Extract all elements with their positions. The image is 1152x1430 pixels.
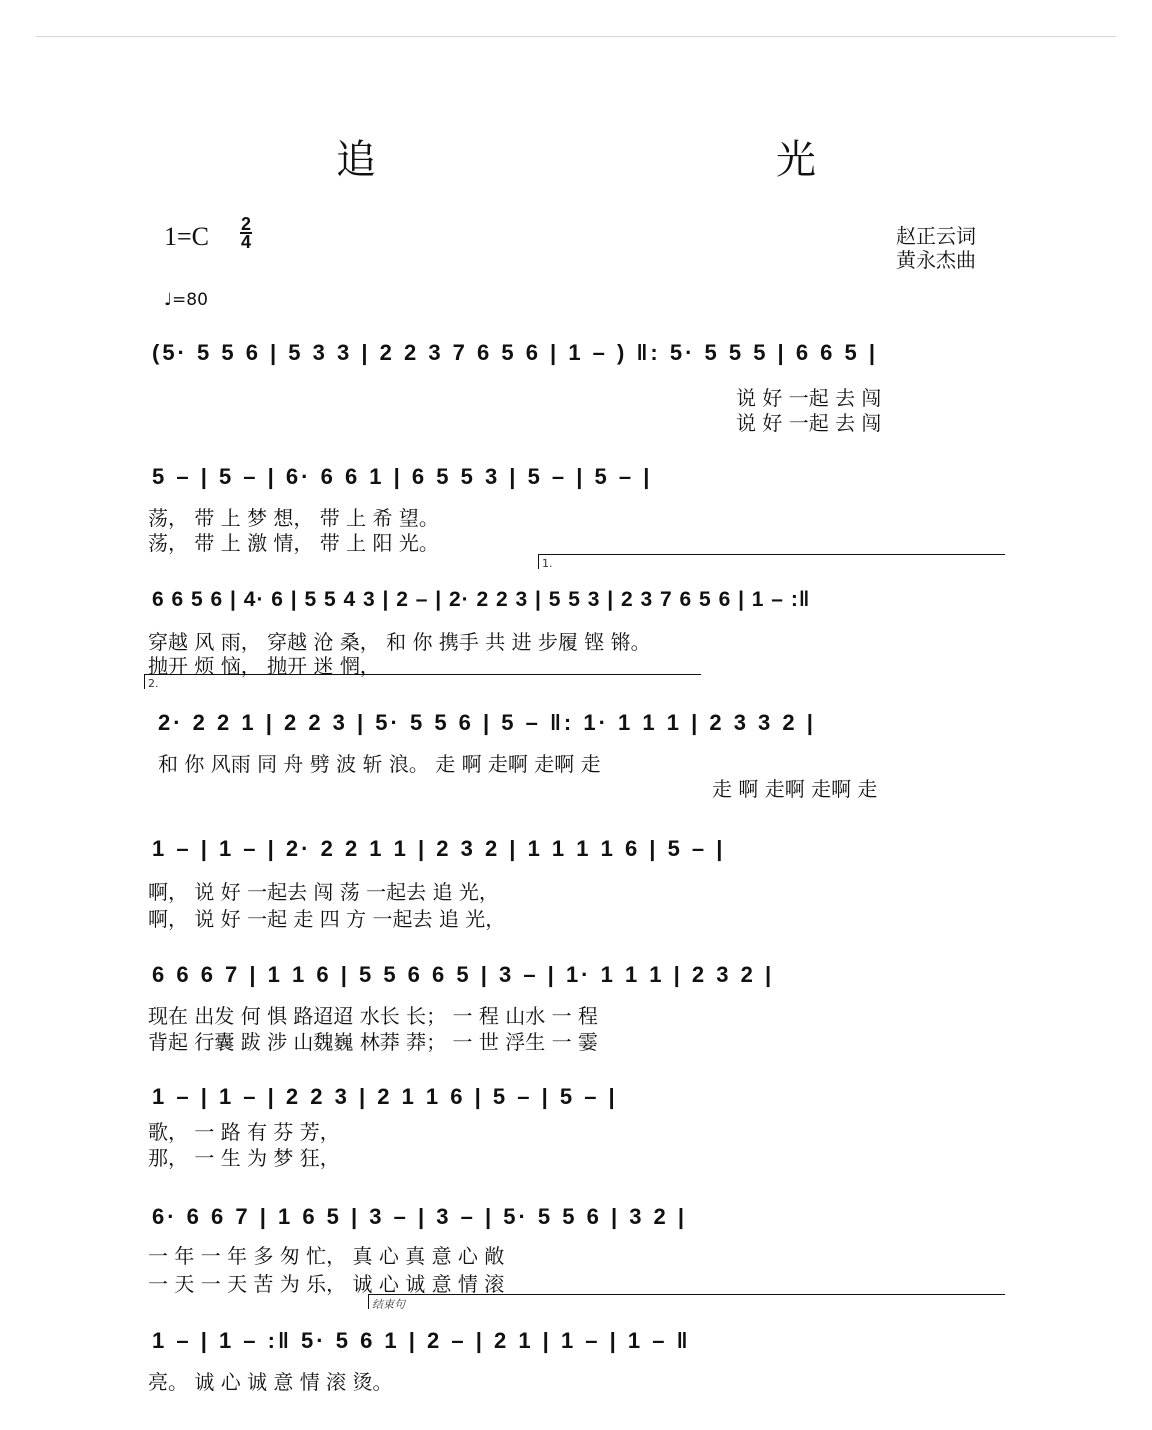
notes-line: 5 – | 5 – | 6· 6 6 1 | 6 5 5 3 | 5 – | 5 – | (152, 464, 653, 489)
ending-label: 结束句 (372, 1298, 405, 1311)
song-title: 追 光 (336, 137, 996, 183)
notes-line: 1 – | 1 – | 2 2 3 | 2 1 1 6 | 5 – | 5 – | (152, 1084, 618, 1109)
credits (896, 224, 976, 272)
notes-line: 6· 6 6 7 | 1 6 5 | 3 – | 3 – | 5· 5 5 6 | 3 2 | (152, 1204, 688, 1229)
lyricist: 赵正云词 (896, 224, 976, 248)
tempo-marking: ♩=80 (164, 290, 208, 310)
notes-line: 1 – | 1 – | 2· 2 2 1 1 | 2 3 2 | 1 1 1 1 6 | 5 – | (152, 836, 726, 861)
key-signature: 1=C (164, 222, 210, 251)
notes-line: 2· 2 2 1 | 2 2 3 | 5· 5 5 6 | 5 – ‖: 1· 1 1 1 | 2 3 3 2 | (158, 710, 816, 735)
volta-2-label: 2. (148, 677, 159, 690)
top-rule (36, 36, 1116, 37)
time-signature (240, 216, 252, 250)
volta-1-bracket (538, 554, 1005, 569)
volta-2-bracket (144, 674, 701, 689)
volta-1-label: 1. (542, 557, 553, 570)
time-top: 2 (241, 214, 252, 234)
ending-bracket (368, 1294, 1005, 1309)
notes-line: 6 6 6 7 | 1 1 6 | 5 5 6 6 5 | 3 – | 1· 1 1 1 | 2 3 2 | (152, 962, 775, 987)
notes-line: 1 – | 1 – :‖ 5· 5 6 1 | 2 – | 2 1 | 1 – | 1 – ‖ (152, 1328, 691, 1353)
composer: 黄永杰曲 (896, 248, 976, 272)
notes-line: (5· 5 5 6 | 5 3 3 | 2 2 3 7 6 5 6 | 1 – ) ‖: 5· 5 5 5 | 6 6 5 | (152, 340, 879, 365)
time-bottom: 4 (241, 232, 252, 252)
notes-line: 6 6 5 6 | 4· 6 | 5 5 4 3 | 2 – | 2· 2 2 3 | 5 5 3 | 2 3 7 6 5 6 | 1 – :‖ (152, 588, 811, 611)
